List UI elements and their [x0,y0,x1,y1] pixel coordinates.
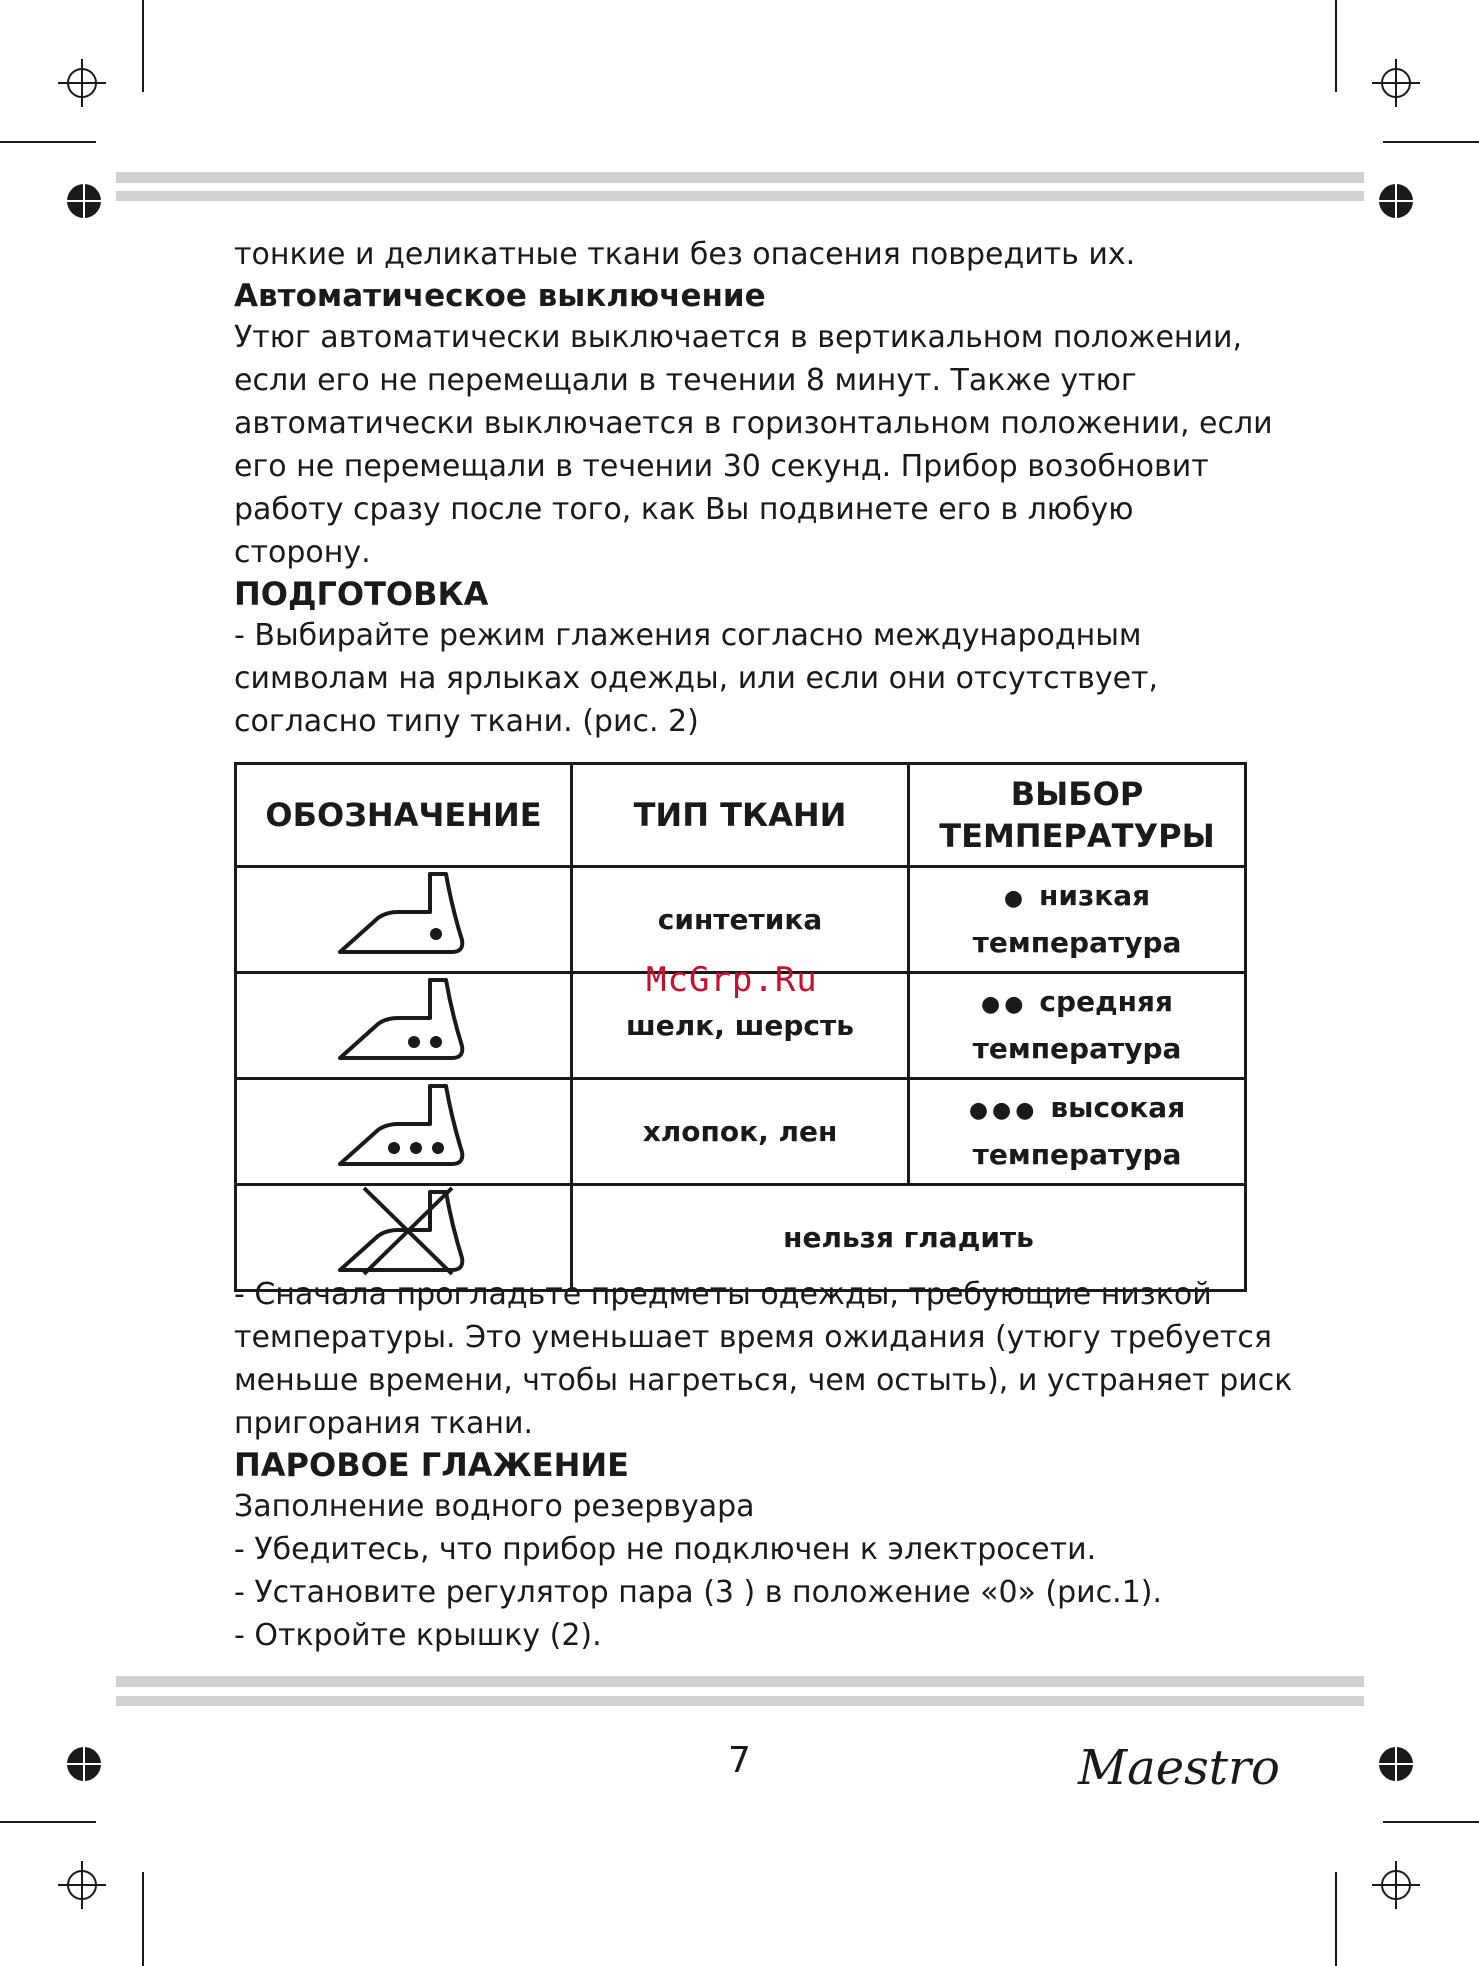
paragraph-line: сторону. [234,535,371,570]
header-band [116,191,1364,201]
temp-label: температура [972,1032,1182,1065]
iron-1-dot-icon [334,868,474,958]
section-heading-steam: ПАРОВОЕ ГЛАЖЕНИЕ [234,1446,629,1484]
ironing-symbols-table [234,762,1247,1292]
paragraph-line: если его не перемещали в течении 8 минут. Также утюг [234,363,1137,398]
footer-band [116,1676,1364,1687]
registration-mark-icon [58,1861,106,1909]
paragraph-line: его не перемещали в течении 30 секунд. Прибор возобновит [234,449,1209,484]
paragraph: тонкие и деликатные ткани без опасения повредить их. [234,237,1136,272]
paragraph-line: работу сразу после того, как Вы подвинете его в любую [234,492,1134,527]
paragraph-line: - Убедитесь, что прибор не подключен к электросети. [234,1532,1097,1567]
temperature-cell [909,973,1246,1079]
registration-mark-icon [58,59,106,107]
table-row [236,1079,1246,1185]
paragraph-line: Заполнение водного резервуара [234,1489,755,1524]
iron-2-dots-icon [334,974,474,1064]
paragraph-line: автоматически выключается в горизонтальном положении, если [234,406,1273,441]
paragraph-line: Утюг автоматически выключается в вертикальном положении, [234,320,1243,355]
bullet-mark-icon [1377,1745,1415,1783]
watermark: McGrp.Ru [646,960,818,1000]
brand-text: Maestro [1078,1740,1280,1796]
symbol-cell [236,973,572,1079]
temp-label: температура [972,1138,1182,1171]
paragraph-line: - Откройте крышку (2). [234,1618,602,1653]
temperature-cell [909,1079,1246,1185]
symbol-cell [236,1079,572,1185]
bullet-mark-icon [65,1745,103,1783]
paragraph-line: символам на ярлыках одежды, или если они отсутствует, [234,661,1159,696]
header-fabric: ТИП ТКАНИ [572,764,909,867]
fabric-cell: синтетика [572,867,909,973]
paragraph-line: меньше времени, чтобы нагреться, чем остыть), и устраняет риск [234,1363,1293,1398]
table-row [236,867,1246,973]
paragraph-line: - Выбирайте режим глажения согласно международным [234,618,1142,653]
bullet-mark-icon [65,182,103,220]
paragraph-line: - Сначала прогладьте предметы одежды, требующие низкой [234,1277,1212,1312]
paragraph-line: пригорания ткани. [234,1406,534,1441]
iron-crossed-icon [334,1186,474,1276]
temp-level: низкая [1039,879,1151,912]
paragraph-line: температуры. Это уменьшает время ожидания (утюгу требуется [234,1320,1272,1355]
registration-mark-icon [1372,1861,1420,1909]
registration-mark-icon [1372,59,1420,107]
header-temperature-line: ТЕМПЕРАТУРЫ [939,817,1215,855]
header-band [116,172,1364,183]
temperature-cell [909,867,1246,973]
table-header-row [236,764,1246,867]
fabric-cell: шелк, шерсть [572,973,909,1079]
page-number: 7 [728,1740,751,1781]
paragraph-line: - Установите регулятор пара (3 ) в положение «0» (рис.1). [234,1575,1163,1610]
header-temperature [909,764,1246,867]
no-iron-cell: нельзя гладить [572,1185,1246,1291]
section-heading-auto-off: Автоматическое выключение [234,278,766,314]
section-heading-preparation: ПОДГОТОВКА [234,575,489,613]
page-body [234,233,1273,743]
temp-level: высокая [1050,1091,1186,1124]
page-body-continued [234,1273,1293,1657]
header-symbol: ОБОЗНАЧЕНИЕ [236,764,572,867]
temp-label: температура [972,926,1182,959]
bullet-mark-icon [1377,182,1415,220]
header-temperature-line: ВЫБОР [1010,775,1144,813]
temp-level: средняя [1039,985,1173,1018]
fabric-cell: хлопок, лен [572,1079,909,1185]
temp-dots: ●●● [968,1098,1039,1123]
temp-dots: ●● [981,992,1028,1017]
footer-band [116,1696,1364,1706]
temp-dots: ● [1003,886,1028,911]
paragraph-line: согласно типу ткани. (рис. 2) [234,704,699,739]
maestro-logo [1072,1722,1280,1812]
symbol-cell [236,867,572,973]
iron-3-dots-icon [334,1080,474,1170]
